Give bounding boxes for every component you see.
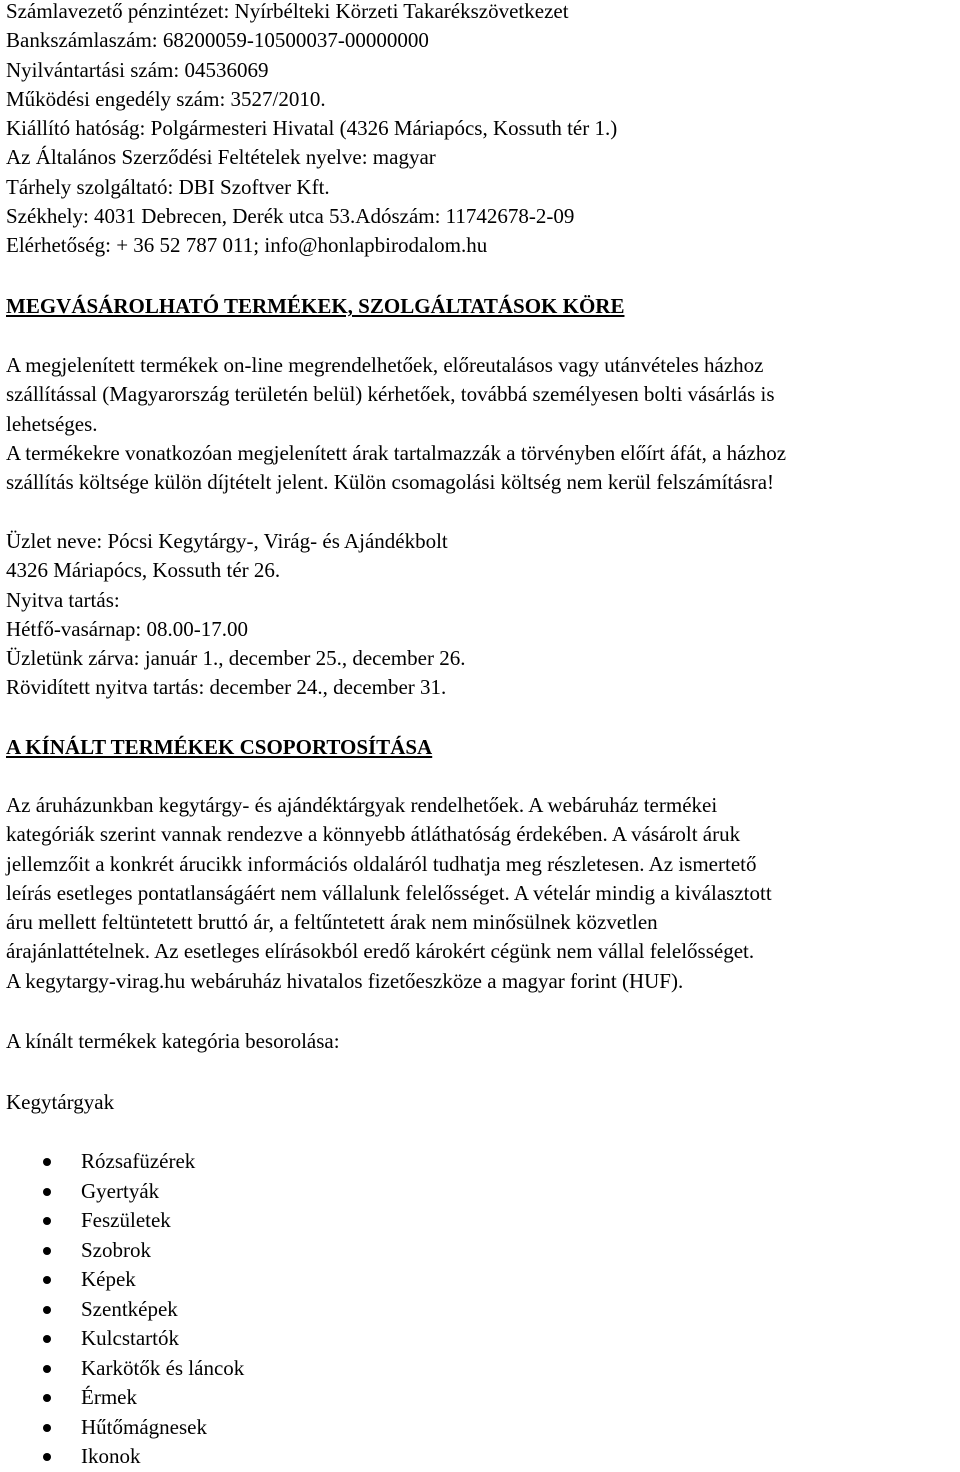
list-item-label: Hűtőmágnesek xyxy=(81,1414,207,1439)
bullet-icon xyxy=(43,1365,51,1373)
bullet-icon xyxy=(43,1158,51,1166)
list-item xyxy=(6,1354,244,1384)
shortened-hours-line: Rövidített nyitva tartás: december 24., december 31. xyxy=(6,675,447,700)
paragraph-line: A termékekre vonatkozóan megjelenített árak tartalmazzák a törvényben előírt áfát, a házhoz xyxy=(6,440,787,465)
list-item xyxy=(6,1147,244,1177)
list-item xyxy=(6,1236,244,1266)
list-item xyxy=(6,1177,244,1207)
list-item-label: Ikonok xyxy=(81,1444,141,1468)
bullet-icon xyxy=(43,1424,51,1432)
list-item xyxy=(6,1413,244,1443)
paragraph-line: áru mellett feltüntetett bruttó ár, a feltűntetett árak nem minősülnek közvetlen xyxy=(6,910,658,935)
issuing-authority-line: Kiállító hatóság: Polgármesteri Hivatal (4326 Máriapócs, Kossuth tér 1.) xyxy=(6,116,618,141)
registration-number-line: Nyilvántartási szám: 04536069 xyxy=(6,57,269,82)
list-item-label: Szentképek xyxy=(81,1296,178,1321)
paragraph-line: leírás esetleges pontatlanságáért nem vállalunk felelősséget. A vételár mindig a kiválasztott xyxy=(6,880,772,905)
list-item xyxy=(6,1442,244,1472)
list-item xyxy=(6,1265,244,1295)
opening-hours-line: Hétfő-vasárnap: 08.00-17.00 xyxy=(6,616,249,641)
list-item-label: Szobrok xyxy=(81,1237,151,1262)
terms-language-line: Az Általános Szerződési Feltételek nyelve: magyar xyxy=(6,145,436,170)
product-grouping-paragraph xyxy=(6,791,772,996)
opening-hours-label: Nyitva tartás: xyxy=(6,587,120,612)
bullet-icon xyxy=(43,1306,51,1314)
account-number-line: Bankszámlaszám: 68200059-10500037-00000000 xyxy=(6,28,429,53)
bullet-icon xyxy=(43,1217,51,1225)
section-heading-products-services: MEGVÁSÁROLHATÓ TERMÉKEK, SZOLGÁLTATÁSOK KÖRE xyxy=(6,294,625,318)
bullet-icon xyxy=(43,1453,51,1461)
paragraph-line: kategóriák szerint vannak rendezve a könnyebb átláthatóság érdekében. A vásárolt áruk xyxy=(6,822,741,847)
bullet-icon xyxy=(43,1276,51,1284)
list-item-label: Érmek xyxy=(81,1385,137,1409)
hosting-provider-line: Tárhely szolgáltató: DBI Szoftver Kft. xyxy=(6,174,330,199)
section-heading-product-grouping: A KÍNÁLT TERMÉKEK CSOPORTOSÍTÁSA xyxy=(6,735,433,759)
paragraph-line: szállítás költsége külön díjtételt jelent. Külön csomagolási költség nem kerül felszámításra! xyxy=(6,470,775,495)
paragraph-line: Az áruházunkban kegytárgy- és ajándéktárgyak rendelhetőek. A webáruház termékei xyxy=(6,793,718,817)
bullet-icon xyxy=(43,1394,51,1402)
store-name-line: Üzlet neve: Pócsi Kegytárgy-, Virág- és Ajándékbolt xyxy=(6,529,448,553)
list-item-label: Gyertyák xyxy=(81,1178,160,1203)
bullet-icon xyxy=(43,1247,51,1255)
category-intro: A kínált termékek kategória besorolása: xyxy=(6,1029,340,1053)
closed-days-line: Üzletünk zárva: január 1., december 25., december 26. xyxy=(6,646,466,671)
list-item xyxy=(6,1206,244,1236)
category-title: Kegytárgyak xyxy=(6,1090,115,1114)
list-item xyxy=(6,1324,244,1354)
ordering-paragraph xyxy=(6,351,786,497)
store-address-line: 4326 Máriapócs, Kossuth tér 26. xyxy=(6,558,281,583)
list-item xyxy=(6,1295,244,1325)
paragraph-line: lehetséges. xyxy=(6,411,98,436)
list-item xyxy=(6,1383,244,1413)
bank-line: Számlavezető pénzintézet: Nyírbélteki Körzeti Takarékszövetkezet xyxy=(6,0,569,23)
list-item-label: Karkötők és láncok xyxy=(81,1355,245,1380)
list-item-label: Képek xyxy=(81,1267,136,1291)
header-info xyxy=(6,0,617,261)
paragraph-line: árajánlattételnek. Az esetleges elírásokból eredő károkért cégünk nem vállal felelősséget. xyxy=(6,939,755,964)
list-item-label: Rózsafüzérek xyxy=(81,1149,196,1173)
store-info xyxy=(6,527,465,703)
paragraph-line: A megjelenített termékek on-line megrendelhetőek, előreutalásos vagy utánvételes házhoz xyxy=(6,353,764,377)
paragraph-line: A kegytargy-virag.hu webáruház hivatalos fizetőeszköze a magyar forint (HUF). xyxy=(6,968,684,993)
seat-tax-line: Székhely: 4031 Debrecen, Derék utca 53.Adószám: 11742678-2-09 xyxy=(6,204,575,229)
bullet-icon xyxy=(43,1188,51,1196)
bullet-icon xyxy=(43,1335,51,1343)
paragraph-line: szállítással (Magyarország területén belül) kérhetőek, továbbá személyesen bolti vásárlás is xyxy=(6,382,775,407)
list-item-label: Kulcstartók xyxy=(81,1326,179,1350)
license-number-line: Működési engedély szám: 3527/2010. xyxy=(6,86,326,111)
list-item-label: Feszületek xyxy=(81,1208,171,1232)
category-list xyxy=(6,1147,244,1472)
paragraph-line: jellemzőit a konkrét árucikk információs oldaláról tudhatja meg részletesen. Az ismertető xyxy=(6,851,757,876)
contact-line: Elérhetőség: + 36 52 787 011; info@honlapbirodalom.hu xyxy=(6,233,488,258)
